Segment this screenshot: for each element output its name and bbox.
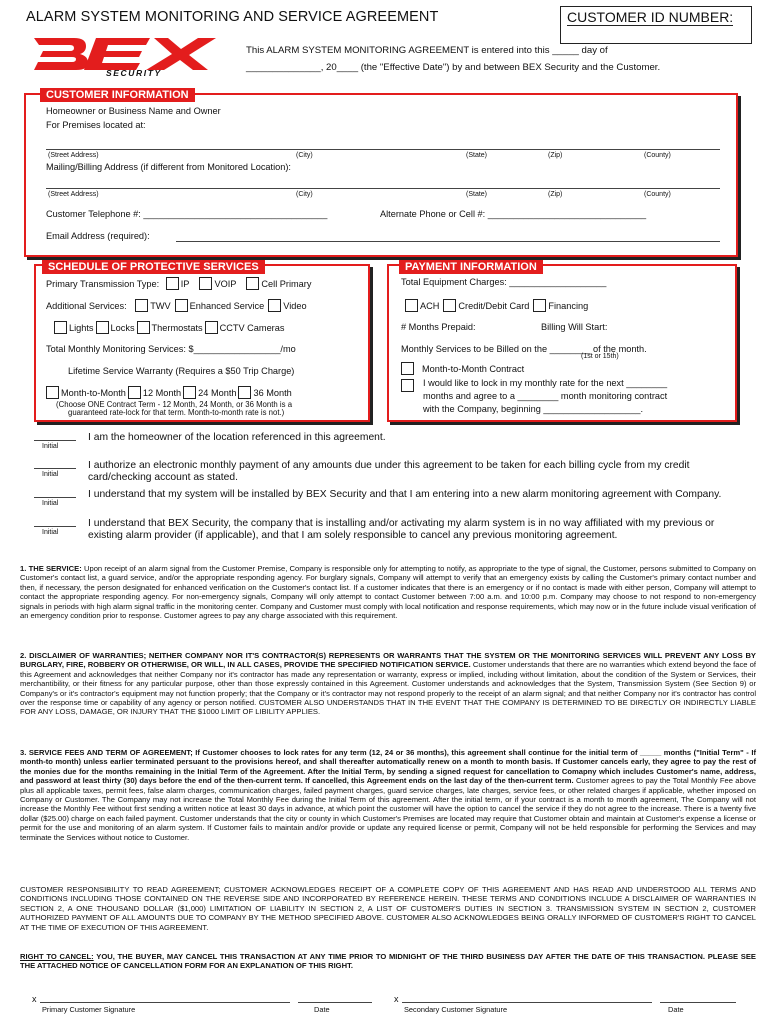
credit-debit-label: Credit/Debit Card — [458, 301, 530, 311]
voip-label: VOIP — [214, 279, 237, 289]
primary-transmission-row — [46, 277, 311, 290]
ack-payment-authorization — [34, 460, 734, 486]
ach-checkbox[interactable] — [405, 299, 418, 312]
ack-installation — [34, 489, 734, 515]
right-to-cancel-body: YOU, THE BUYER, MAY CANCEL THIS TRANSACTION AT ANY TIME PRIOR TO MIDNIGHT OF THE THIRD BUSINESS DAY AFTER THE DATE OF THIS TRANSACTION. PLEASE SEE THE ATTACHED NOTICE OF CANCELLATION FORM FOR AN EXPLANATION OF THIS RIGHT. — [20, 952, 756, 971]
section-2-body: Customer understands that there are no warranties which extend beyond the face of this Agreement and acknowledges that neither Company nor it's contractor has made any representation or warranty, express or implied, including without limitation, about the condition of the System or Services, their merchantibility, or their fitness for any particular purpose, other than those expressly contained in this Agreement. Customer understands and acknowledges that the System, Transmission System (See Section 9) or Company's or it's contractor's equipment may not function properly; that the Company or it's contractor may not respond properly to the receipt of an alarm signal; and that neither Company nor it's contractor has control over the response time or capability of any agency or person notified. CUSTOMER ALSO UNDERSTANDS THAT IN THE EVENT THAT THE COMPANY IS DETERMINED TO BE DIRECTLY OR INDIRECTLY LIABLE FOR ANY LOSS, DAMAGE, OR INJURY THAT THE $1000 LIMIT OF LIBILITY APPLIES. — [20, 660, 756, 717]
twv-label: TWV — [150, 301, 171, 311]
warranty-label: Lifetime Service Warranty (Requires a $50 Trip Charge) — [68, 366, 295, 376]
ip-label: IP — [180, 279, 190, 289]
premises-label: For Premises located at: — [46, 120, 146, 130]
primary-date-line[interactable] — [298, 1002, 372, 1003]
36-month-label: 36 Month — [253, 388, 292, 398]
ach-label: ACH — [420, 301, 440, 311]
primary-transmission-label: Primary Transmission Type: — [46, 279, 160, 289]
billed-on-hint: (1st or 15th) — [581, 353, 619, 360]
term-note-2: guaranteed rate-lock for that term. Month-to-month rate is not.) — [68, 408, 285, 417]
billing-address-line[interactable] — [46, 188, 720, 189]
lights-label: Lights — [69, 323, 94, 333]
billing-address-label: Mailing/Billing Address (if different from Monitored Location): — [46, 162, 291, 172]
protective-services-section — [34, 261, 370, 422]
primary-signature-line[interactable] — [40, 1002, 290, 1003]
primary-signature-label: Primary Customer Signature — [42, 1005, 136, 1014]
rate-lock-checkbox[interactable] — [401, 379, 414, 392]
customer-information-section — [24, 89, 738, 257]
thermostats-label: Thermostats — [151, 323, 203, 333]
customer-responsibility: CUSTOMER RESPONSIBILITY TO READ AGREEMENT; CUSTOMER ACKNOWLEDGES RECEIPT OF A COMPLETE COPY OF THIS AGREEMENT AND HAS READ AND UNDERSTOOD ALL TERMS AND CONDITIONS INCLUDING THOSE CONTAINED ON THE REVERSE SIDE AND INCORPORATED BY REFERENCE HEREIN. THESE TERMS AND CONDITIONS INCLUDE A DISCLAIMER OF WARRANTIES IN SECTION 2, A ONE THOUSAND DOLLAR ($1,000) LIMITATION OF LIABILITY IN SECTION 2, A LIST OF CUSTOMER'S DUTIES IN SECTION 3. TRANSMISSION SYSTEM IN SECTION 2, CUSTOMER AUTHORIZED PAYMENT OF ALL AMOUNTS DUE TO COMPANY BY THE METHOD SPECIFIED ABOVE. CUSTOMER ALSO ACKNOWLEDGES BEING ORALLY INFORMED OF CUSTOMER'S RIGHT TO CANCEL AT THE TIME OF EXECUTION OF THIS AGREEMENT. — [20, 885, 756, 932]
month-to-month-contract-checkbox[interactable] — [401, 362, 414, 375]
section-3-heading: 3. SERVICE FEES AND TERM OF AGREEMENT; If Customer chooses to lock rates for any term (12, 24 or 36 months), this agreement shall continue for the initial term of _____ months ("Initial Term" - If month-to month) unless earlier terminated persuant to the provisions hereof, and shall thereafter automatically renew on a month to month basis. If Customer cancels early, they agree to pay the rest of the monies due for the months remaining in the Initial Term of the Agreement. After the Initial Term, by sending a signed request for cancellation to Comapny which includes Customer's name, address, and password at least thirty (30) days before the end of the then-current term. If cancelled, this Agreement ends on the last day of the then-current term. — [20, 748, 756, 786]
initial-input[interactable] — [34, 526, 76, 527]
video-checkbox[interactable] — [268, 299, 281, 312]
ack-text: I authorize an electronic monthly payment of any amounts due under this agreement to be taken for each billing cycle from my credit card/checking account as stated. — [88, 460, 690, 483]
intro-line-2: ______________, 20____ (the "Effective Date") by and between BEX Security and the Customer. — [246, 62, 661, 73]
secondary-date-line[interactable] — [660, 1002, 736, 1003]
premises-address-line[interactable] — [46, 149, 720, 150]
right-to-cancel — [20, 952, 756, 971]
billing-start-label: Billing Will Start: — [541, 322, 608, 332]
secondary-signature-x: x — [394, 994, 399, 1004]
24-month-label: 24 Month — [198, 388, 237, 398]
locks-checkbox[interactable] — [96, 321, 109, 334]
month-to-month-contract-label: Month-to-Month Contract — [422, 364, 525, 374]
county-label: (County) — [644, 152, 671, 159]
page-title: ALARM SYSTEM MONITORING AND SERVICE AGREEMENT — [26, 9, 439, 25]
section-2-heading: 2. DISCLAIMER OF WARRANTIES; NEITHER COMPANY NOR IT'S CONTRACTOR(S) REPRESENTS OR WARRANTS THAT THE SYSTEM OR THE MONITORING SERVICES WILL PREVENT ANY LOSS BY BURGLARY, FIRE, ROBBERY OR OTHERWISE, OR WILL, IN ALL CASES, PROVIDE THE SPECIFIED NOTIFICATION SERVICE. — [20, 651, 756, 670]
lights-checkbox[interactable] — [54, 321, 67, 334]
billing-city-label: (City) — [296, 191, 313, 198]
intro-line-1: This ALARM SYSTEM MONITORING AGREEMENT is entered into this _____ day of — [246, 45, 608, 56]
12-month-checkbox[interactable] — [128, 386, 141, 399]
payment-information-header: PAYMENT INFORMATION — [399, 260, 543, 274]
secondary-signature-label: Secondary Customer Signature — [404, 1005, 508, 1014]
email-input-line[interactable] — [176, 241, 720, 242]
initial-label: Initial — [42, 443, 59, 450]
total-monthly-monitoring-field[interactable]: Total Monthly Monitoring Services: $_________________/mo — [46, 344, 296, 354]
12-month-label: 12 Month — [142, 388, 182, 398]
term-note-1: (Choose ONE Contract Term - 12 Month, 24 Month, or 36 Month is a — [56, 400, 293, 409]
city-label: (City) — [296, 152, 313, 159]
billing-street-label: (Street Address) — [48, 191, 99, 198]
ack-text: I am the homeowner of the location referenced in this agreement. — [88, 432, 386, 443]
twv-checkbox[interactable] — [135, 299, 148, 312]
months-prepaid-label: # Months Prepaid: — [401, 322, 476, 332]
equipment-charges-field[interactable]: Total Equipment Charges: ___________________ — [401, 277, 607, 287]
month-to-month-checkbox[interactable] — [46, 386, 59, 399]
month-to-month-label: Month-to-Month — [61, 388, 126, 398]
cctv-cameras-label: CCTV Cameras — [219, 323, 285, 333]
billing-county-label: (County) — [644, 191, 671, 198]
ack-text: I understand that my system will be installed by BEX Security and that I am entering into a new alarm monitoring agreement with Company. — [88, 489, 722, 500]
email-label: Email Address (required): — [46, 231, 150, 241]
zip-label: (Zip) — [548, 152, 563, 159]
cell-primary-checkbox[interactable] — [246, 277, 259, 290]
additional-services-row — [46, 299, 307, 312]
primary-date-label: Date — [314, 1005, 330, 1014]
primary-signature-x: x — [32, 994, 37, 1004]
section-3-fees-term — [20, 748, 756, 842]
billing-state-label: (State) — [466, 191, 488, 198]
customer-telephone-field[interactable]: Customer Telephone #: ____________________________________ — [46, 209, 328, 219]
section-3-body: Customer agrees to pay the Total Monthly Fee above plus all applicable taxes, permit fees, false alarm charges, communication charges, failed payment charges, guard service charges, late charges, service fees, or other related charges if applicable, whether imposed on Company or Customer. The Company may not increase the Total Monthly Fee during the Initial Term of this agreement. After the initial term, or if your contract is a month to month agreement, The Company will not increase the Monthly Fee without first sending a written notice at least 30 days in advance, at which point the customer will have the option to cancel the service if they do not agree to the increase. There is a twenty five dollar ($25.00) charge on each failed payment. Customer understands that the city or county in which Customer's Premises are located may require that Customer obtain and maintain at Customer's expense a license or permit for the use and monitoring of an alarm system. If Customer fails to maintain and/or provide or update any required license or permit, Company will not be held responsible for performing the Services and may terminate the Services without notice to Customer. — [20, 776, 756, 842]
enhanced-service-checkbox[interactable] — [175, 299, 188, 312]
state-label: (State) — [466, 152, 488, 159]
section-2-disclaimer — [20, 651, 756, 717]
rate-lock-row — [401, 379, 416, 392]
section-1-body: Upon receipt of an alarm signal from the Customer Premise, Company is responsible only for attempting to notify, as appropriate to the type of signal, the Customer, persons submitted to Company on Customer's contact list, a guard service, and/or the appropriate responding agency. For burglary signals, Company will attempt to verify that an emergency exists by calling the Customer's primary contact number and then, if necessary, the person designated for enhanced verification on the Customer's contact list. If a customer indicates that there is an emergency or if no contact is made with either person, Company will attempt to contact the appropriate responding agency. For non-emergency signals, Company will only attempt to contact Customer between 7:00 a.m. and 10:00 p.m. Company may choose to not respond to non-emergency signals in periods with high alarm signal traffic in the monitoring center. Company and Customer must comply with local notification and response requirements, which may now or in the future include visual verification of an emergency condition prior to response. Customer agrees to pay any charge associated with this requirement. — [20, 564, 756, 621]
payment-method-row — [405, 299, 588, 312]
rate-lock-line-2[interactable]: months and agree to a ________ month monitoring contract — [423, 391, 668, 401]
smart-home-row — [54, 321, 284, 334]
cell-primary-label: Cell Primary — [261, 279, 312, 289]
section-1-heading: 1. THE SERVICE: — [20, 564, 82, 573]
secondary-signature-line[interactable] — [402, 1002, 652, 1003]
month-to-month-contract-row — [401, 362, 524, 375]
payment-information-section — [387, 261, 737, 422]
alternate-phone-field[interactable]: Alternate Phone or Cell #: _______________________________ — [380, 209, 647, 219]
financing-label: Financing — [548, 301, 589, 311]
voip-checkbox[interactable] — [199, 277, 212, 290]
customer-information-header: CUSTOMER INFORMATION — [40, 88, 195, 102]
credit-debit-checkbox[interactable] — [443, 299, 456, 312]
initial-label: Initial — [42, 529, 59, 536]
protective-services-header: SCHEDULE OF PROTECTIVE SERVICES — [42, 260, 265, 274]
customer-id-label: CUSTOMER ID NUMBER: — [567, 9, 734, 25]
enhanced-service-label: Enhanced Service — [189, 301, 265, 311]
financing-checkbox[interactable] — [533, 299, 546, 312]
logo-subtitle: SECURITY — [106, 68, 162, 76]
ack-homeowner — [34, 432, 734, 456]
additional-services-label: Additional Services: — [46, 301, 127, 311]
street-label: (Street Address) — [48, 152, 99, 159]
billed-on-field[interactable]: Monthly Services to be Billed on the ________ of the month. — [401, 344, 647, 354]
right-to-cancel-heading: RIGHT TO CANCEL: — [20, 952, 94, 961]
ack-text: I understand that BEX Security, the company that is installing and/or activating my alarm system is in no way affiliated with my previous or existing alarm provider (if applicable), and that I am solely responsible to cancel any previous monitoring agreement. — [88, 518, 715, 541]
locks-label: Locks — [110, 323, 135, 333]
rate-lock-line-3[interactable]: with the Company, beginning ___________________. — [423, 404, 643, 414]
contract-term-row — [46, 386, 292, 399]
initial-input[interactable] — [34, 440, 76, 441]
initial-label: Initial — [42, 500, 59, 507]
36-month-checkbox[interactable] — [238, 386, 251, 399]
initial-input[interactable] — [34, 497, 76, 498]
section-1-service — [20, 564, 756, 620]
ack-previous-provider — [34, 518, 734, 554]
initial-label: Initial — [42, 471, 59, 478]
cctv-cameras-checkbox[interactable] — [205, 321, 218, 334]
thermostats-checkbox[interactable] — [137, 321, 150, 334]
video-label: Video — [283, 301, 307, 311]
rate-lock-line-1[interactable]: I would like to lock in my monthly rate for the next ________ — [423, 378, 668, 388]
secondary-date-label: Date — [668, 1005, 684, 1014]
billing-zip-label: (Zip) — [548, 191, 563, 198]
initial-input[interactable] — [34, 468, 76, 469]
24-month-checkbox[interactable] — [183, 386, 196, 399]
owner-label: Homeowner or Business Name and Owner — [46, 106, 221, 116]
ip-checkbox[interactable] — [166, 277, 179, 290]
bex-security-logo — [26, 36, 226, 76]
customer-id-box[interactable] — [560, 6, 752, 44]
